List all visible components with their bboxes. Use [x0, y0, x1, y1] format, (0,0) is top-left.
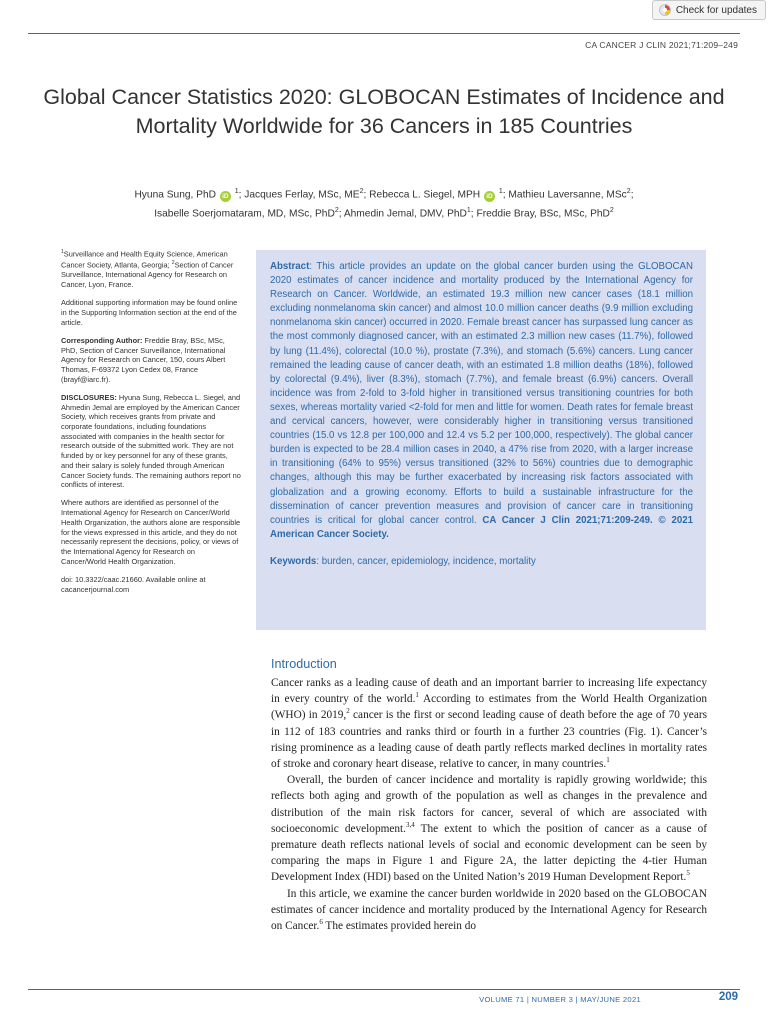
keywords-label: Keywords: [270, 555, 317, 567]
affiliation-marker: 2: [626, 188, 631, 195]
disclosures: DISCLOSURES: Hyuna Sung, Rebecca L. Siegel, and Ahmedin Jemal are employed by the American Cancer Society, which receives grants from private and corporate foundations, including foundations associated with companies in the health sector for research outside of the submitted work. They are not funded by or key personnel for any of these grants, and their salary is solely funded through American Cancer Society funds. The remaining authors report no conflicts of interest.: [61, 392, 241, 490]
paragraph: Cancer ranks as a leading cause of death and an important barrier to increasing life expectancy in every country of the world.$^1$ According to estimates from the World Health Organization (WHO) in 2019,$^2$ cancer is the first or second leading cause of death before the age of 70 years in 112 of 183 countries and ranks third or fourth in a further 23 countries (Fig. 1). Cancer’s rising prominence as a leading cause of death partly reflects marked declines in mortality rates of stroke and coronary heart disease, relative to cancer, in many countries.$^1$: [271, 677, 707, 771]
abstract-box: [256, 250, 706, 630]
doi-link[interactable]: doi: 10.3322/caac.21660. Available online at cacancerjournal.com: [61, 574, 206, 594]
reference-link[interactable]: 3,4: [406, 821, 415, 830]
affiliation-marker: 1: [498, 188, 503, 195]
reference-link[interactable]: 5: [686, 869, 690, 878]
article-sidebar: [61, 248, 241, 603]
affiliations: $^1$Surveillance and Health Equity Science, American Cancer Society, Atlanta, Georgia; $^2$Section of Cancer Surveillance, International Agency for Research on Cancer, Lyon, France.: [61, 249, 234, 290]
corresponding-author: Corresponding Author: Freddie Bray, BSc, MSc, PhD, Section of Cancer Surveillance, International Agency for Research on Cancer, 150, cours Albert Thomas, F-69372 Lyon Cedex 08, France (brayf@iarc.fr).: [61, 335, 226, 384]
orcid-icon[interactable]: iD: [484, 191, 495, 202]
iarc-note: Where authors are identified as personnel of the International Agency for Research on Cancer/World Health Organization, the authors alone are responsible for the views expressed in this article, and they do not necessarily represent the decisions, policy, or views of the International Agency for Research on Cancer/World Health Organization.: [61, 498, 241, 566]
author-name: Mathieu Laversanne, MSc: [508, 189, 627, 201]
author-name: Ahmedin Jemal, DMV, PhD: [343, 208, 467, 220]
top-divider: [28, 33, 740, 34]
introduction-body: [271, 675, 707, 934]
abstract-citation: CA Cancer J Clin 2021;71:209-249. © 2021 American Cancer Society.: [270, 514, 693, 540]
affiliation-marker: 1: [234, 188, 239, 195]
reference-link[interactable]: 1: [415, 691, 419, 700]
page-number: 209: [718, 991, 738, 1003]
paragraph: In this article, we examine the cancer burden worldwide in 2020 based on the GLOBOCAN estimates of cancer incidence and mortality produced by the International Agency for Research on Cancer.$^6$ The estimates provided herein do: [271, 887, 707, 933]
author-name: Jacques Ferlay, MSc, ME: [244, 189, 360, 201]
journal-reference: CA CANCER J CLIN 2021;71:209–249: [585, 40, 738, 50]
article-title: Global Cancer Statistics 2020: GLOBOCAN Estimates of Incidence and Mortality Worldwide for 36 Cancers in 185 Countries: [43, 85, 725, 138]
abstract-label: Abstract: [270, 261, 310, 272]
reference-link[interactable]: 6: [319, 918, 323, 927]
author-name: Isabelle Soerjomataram, MD, MSc, PhD: [154, 208, 335, 220]
issue-info: VOLUME 71 | NUMBER 3 | MAY/JUNE 2021: [479, 995, 641, 1004]
updates-icon: [659, 4, 671, 16]
author-name: Hyuna Sung, PhD: [134, 189, 217, 201]
abstract-text: Abstract: This article provides an update on the global cancer burden using the GLOBOCAN 2020 estimates of cancer incidence and mortality produced by the International Agency for Research on Cancer. Worldwide, an estimated 19.3 million new cancer cases (18.1 million excluding nonmelanoma skin cancer) and almost 10.0 million cancer deaths (9.9 million excluding nonmelanoma skin cancer) occurred in 2020. Female breast cancer has surpassed lung cancer as the most commonly diagnosed cancer, with an estimated 2.3 million new cases (11.7%), followed by lung (11.4%), colorectal (10.0 %), prostate (7.3%), and stomach (5.6%) cancers. Lung cancer remained the leading cause of cancer death, with an estimated 1.8 million deaths (18%), followed by colorectal (9.4%), liver (8.3%), stomach (7.7%), and female breast (6.9%) cancers. Overall incidence was from 2-fold to 3-fold higher in transitioned versus transitioning countries for both sexes, whereas mortality varied <2-fold for men and little for women. Death rates for female breast and cervical cancers, however, were considerably higher in transitioning versus transitioned countries (15.0 vs 12.8 per 100,000 and 12.4 vs 5.2 per 100,000, respectively). The global cancer burden is expected to be 28.4 million cases in 2040, a 47% rise from 2020, with a larger increase in transitioning (64% to 95%) versus transitioned (32% to 56%) countries due to demographic changes, although this may be further exacerbated by increasing risk factors associated with globalization and a growing economy. Efforts to build a sustainable infrastructure for the dissemination of cancer prevention measures and provision of cancer care in transitioning countries is critical for global cancer control. CA Cancer J Clin 2021;71:209-249. © 2021 American Cancer Society.: [270, 261, 693, 540]
supporting-info-note: Additional supporting information may be found online in the Supporting Information section at the end of the article.: [61, 298, 238, 327]
orcid-icon[interactable]: iD: [220, 191, 231, 202]
author-name: Freddie Bray, BSc, MSc, PhD: [476, 208, 610, 220]
introduction-heading: Introduction: [271, 657, 337, 671]
reference-link[interactable]: 2: [346, 707, 350, 716]
affiliation-marker: 2: [359, 188, 364, 195]
reference-link[interactable]: 1: [606, 756, 610, 765]
updates-label: Check for updates: [675, 4, 757, 16]
author-name: Rebecca L. Siegel, MPH: [369, 189, 481, 201]
affiliation-marker: 2: [609, 207, 614, 215]
check-for-updates-button[interactable]: [652, 0, 766, 20]
author-list: Hyuna Sung, PhD iD $^1$; Jacques Ferlay, MSc, $ME^2$; Rebecca L. Siegel, MPH iD $^1$; Mathieu Laversanne, MSc$^2$; Isabelle Soerjomataram, MD, MSc, PhD$^2$; Ahmedin Jemal, DMV, PhD$^1$; Freddie Bray, BSc, MSc, PhD$^2$: [134, 188, 634, 220]
bottom-divider: [28, 989, 740, 990]
affiliation-marker: 1: [466, 207, 471, 215]
affiliation-marker: 2: [334, 207, 339, 215]
keywords: Keywords: burden, cancer, epidemiology, incidence, mortality: [270, 555, 536, 567]
paragraph: Overall, the burden of cancer incidence and mortality is rapidly growing worldwide; this reflects both aging and growth of the population as well as changes in the prevalence and distribution of the main risk factors for cancer, several of which are associated with socioeconomic development.$^{3,4}$ The extent to which the position of cancer as a cause of premature death reflects national levels of social and economic development can be seen by comparing the maps in Figure 1 and Figure 2A, the latter depicting the 4-tier Human Development Index (HDI) based on the United Nation’s 2019 Human Development Report.$^5$: [271, 774, 707, 884]
